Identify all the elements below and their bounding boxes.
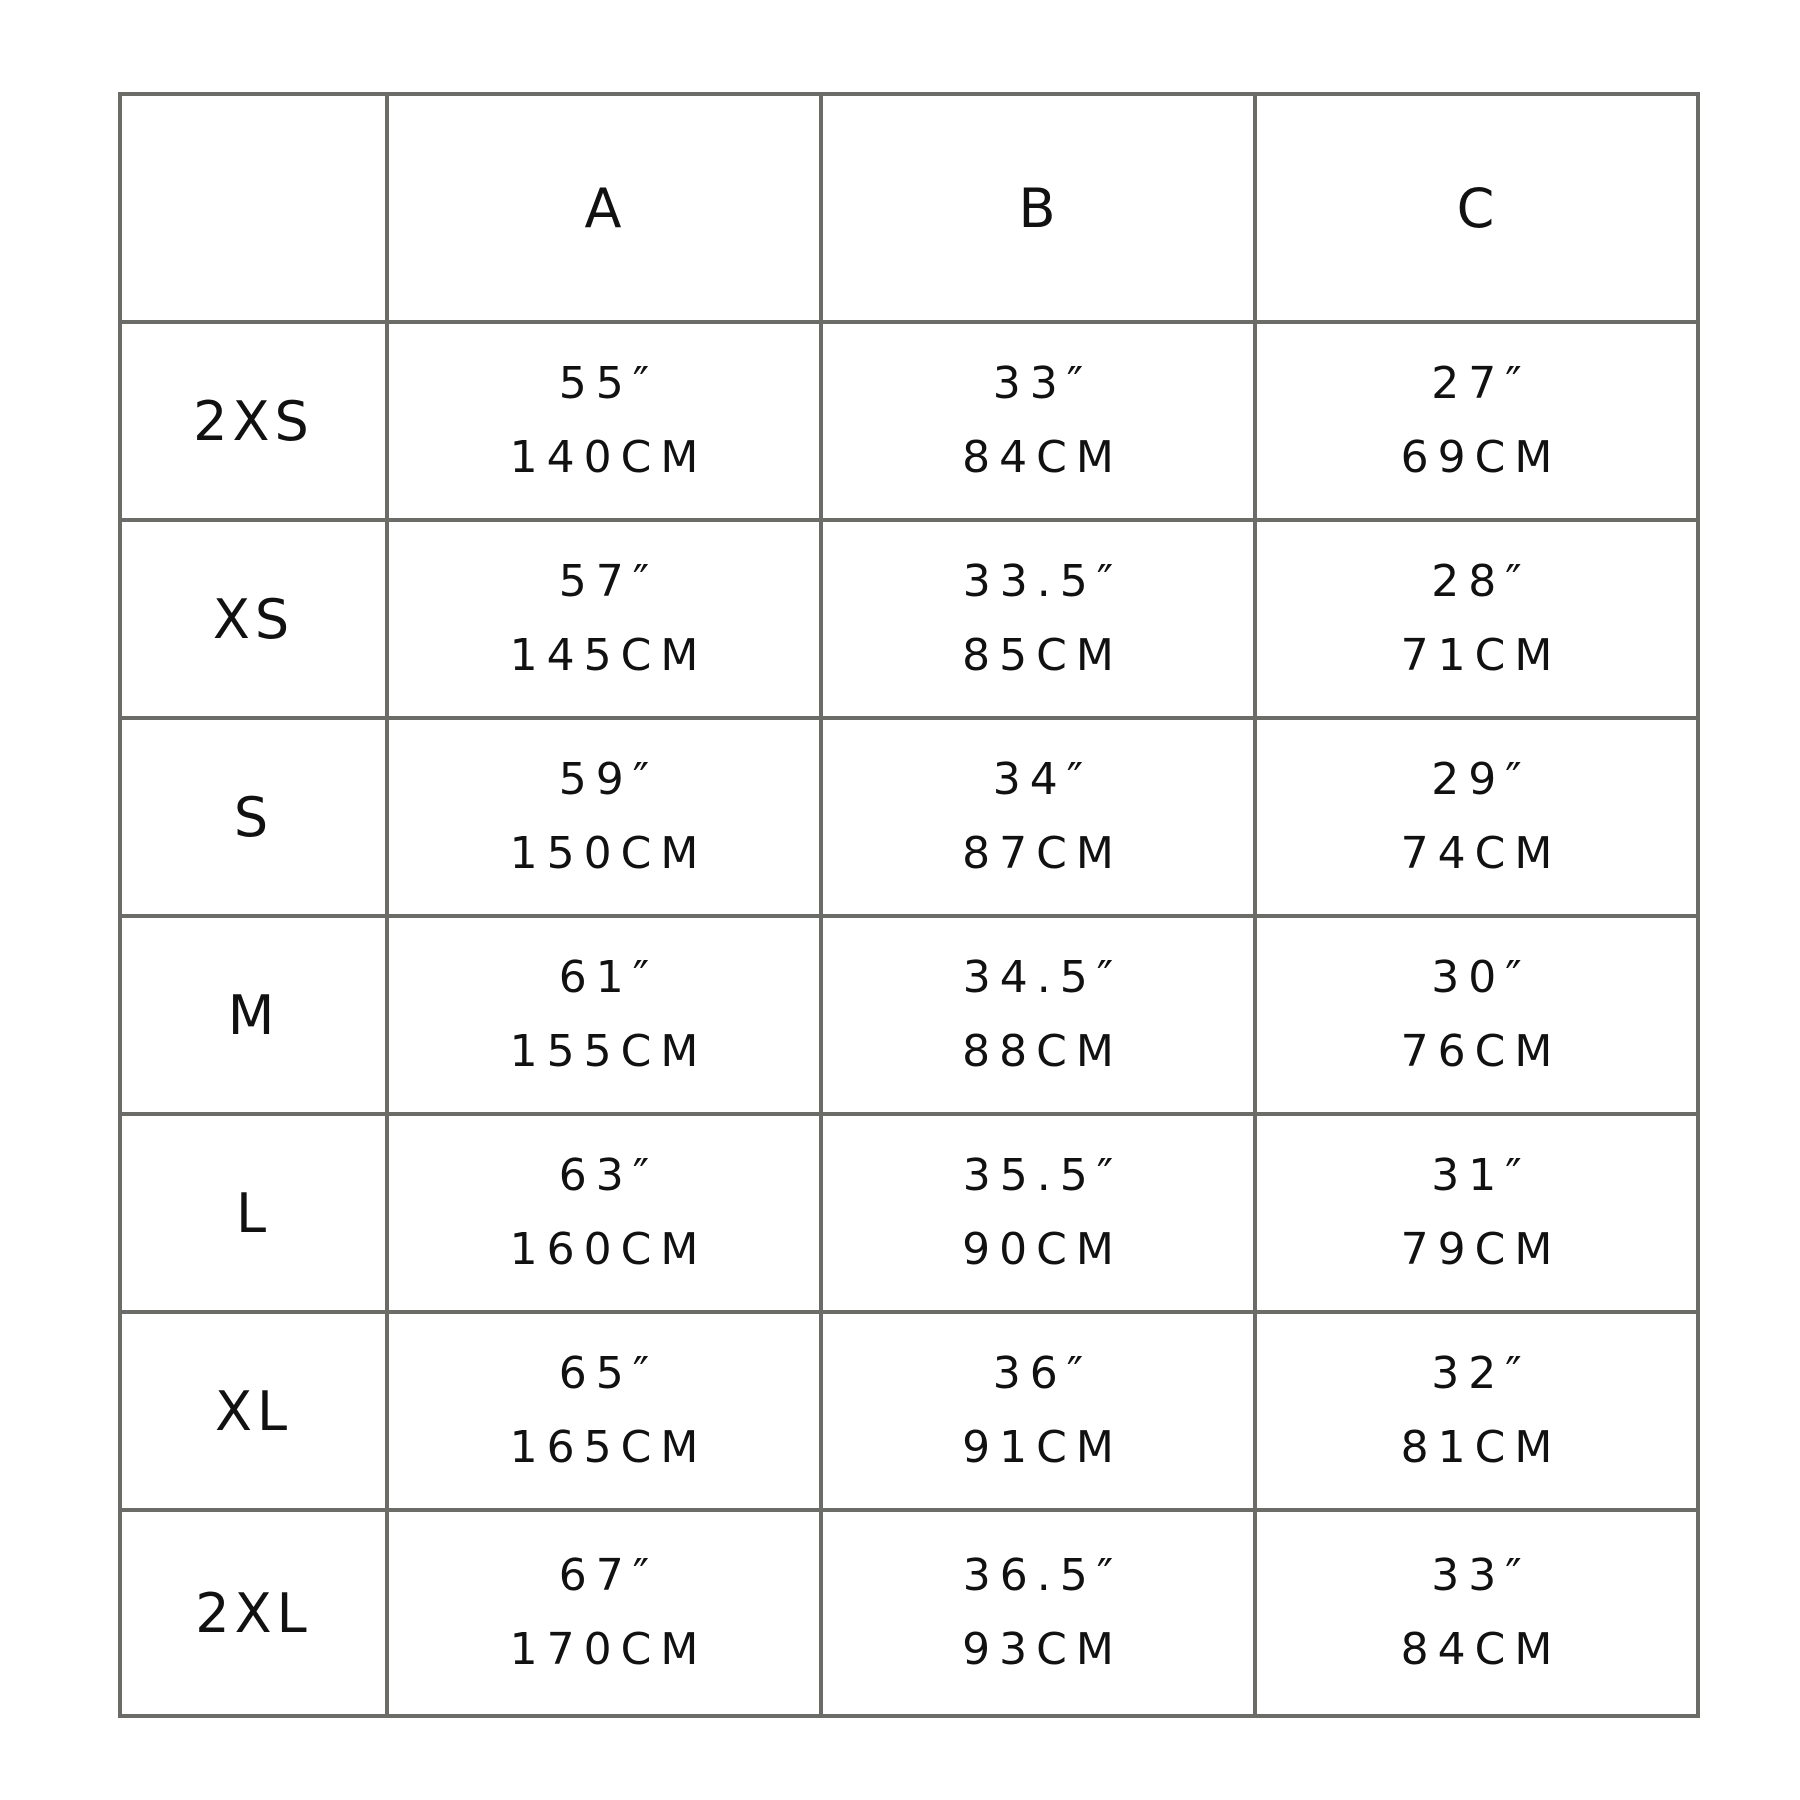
table-row (120, 1510, 1698, 1716)
measurement-cell (1255, 1312, 1698, 1510)
value-inches: 33″ (992, 358, 1093, 409)
measurement-cell (821, 916, 1255, 1114)
value-cm: 145CM (509, 630, 708, 681)
column-header-a: A (387, 94, 821, 322)
measurement-cell (387, 322, 821, 520)
size-label: XS (120, 520, 387, 718)
size-label: L (120, 1114, 387, 1312)
value-inches: 61″ (558, 952, 659, 1003)
header-row (120, 94, 1698, 322)
value-cm: 81CM (1400, 1422, 1562, 1473)
measurement-cell (387, 1114, 821, 1312)
column-header-c: C (1255, 94, 1698, 322)
value-cm: 87CM (962, 828, 1123, 879)
value-cm: 71CM (1400, 630, 1562, 681)
table-row (120, 1312, 1698, 1510)
value-inches: 63″ (558, 1150, 659, 1201)
value-inches: 55″ (558, 358, 659, 409)
table-row (120, 1114, 1698, 1312)
value-cm: 91CM (962, 1422, 1123, 1473)
value-inches: 29″ (1431, 754, 1531, 805)
measurement-cell (1255, 1114, 1698, 1312)
value-cm: 88CM (962, 1026, 1123, 1077)
value-inches: 67″ (558, 1550, 659, 1601)
table-row (120, 322, 1698, 520)
size-table-body (120, 322, 1698, 1716)
value-cm: 85CM (962, 630, 1123, 681)
table-row (120, 520, 1698, 718)
value-inches: 34″ (992, 754, 1093, 805)
value-inches: 30″ (1431, 952, 1531, 1003)
value-cm: 79CM (1400, 1224, 1562, 1275)
value-inches: 36.5″ (962, 1550, 1123, 1601)
value-inches: 28″ (1431, 556, 1531, 607)
measurement-cell (821, 322, 1255, 520)
value-cm: 74CM (1400, 828, 1562, 879)
value-inches: 33.5″ (962, 556, 1123, 607)
value-cm: 93CM (962, 1624, 1123, 1675)
size-label: 2XS (120, 322, 387, 520)
value-inches: 65″ (558, 1348, 659, 1399)
value-cm: 84CM (962, 432, 1123, 483)
size-label: M (120, 916, 387, 1114)
value-cm: 76CM (1400, 1026, 1562, 1077)
value-cm: 150CM (509, 828, 708, 879)
size-label: S (120, 718, 387, 916)
value-inches: 35.5″ (962, 1150, 1123, 1201)
measurement-cell (821, 1312, 1255, 1510)
column-header-b: B (821, 94, 1255, 322)
measurement-cell (1255, 718, 1698, 916)
measurement-cell (821, 520, 1255, 718)
value-cm: 165CM (509, 1422, 708, 1473)
value-inches: 27″ (1431, 358, 1531, 409)
value-inches: 33″ (1431, 1550, 1531, 1601)
value-inches: 32″ (1431, 1348, 1531, 1399)
value-inches: 59″ (558, 754, 659, 805)
value-cm: 170CM (509, 1624, 708, 1675)
value-cm: 69CM (1400, 432, 1562, 483)
value-inches: 34.5″ (962, 952, 1123, 1003)
value-inches: 57″ (558, 556, 659, 607)
measurement-cell (1255, 1510, 1698, 1716)
measurement-cell (821, 1114, 1255, 1312)
value-inches: 31″ (1431, 1150, 1531, 1201)
measurement-cell (1255, 322, 1698, 520)
measurement-cell (387, 916, 821, 1114)
value-cm: 155CM (509, 1026, 708, 1077)
size-label: 2XL (120, 1510, 387, 1716)
measurement-cell (821, 718, 1255, 916)
measurement-cell (387, 1510, 821, 1716)
value-cm: 90CM (962, 1224, 1123, 1275)
size-chart-table (118, 92, 1700, 1718)
measurement-cell (1255, 520, 1698, 718)
value-inches: 36″ (992, 1348, 1093, 1399)
table-row (120, 718, 1698, 916)
measurement-cell (387, 1312, 821, 1510)
measurement-cell (1255, 916, 1698, 1114)
table-row (120, 916, 1698, 1114)
measurement-cell (387, 718, 821, 916)
size-label: XL (120, 1312, 387, 1510)
measurement-cell (821, 1510, 1255, 1716)
value-cm: 84CM (1400, 1624, 1562, 1675)
measurement-cell (387, 520, 821, 718)
header-corner-cell (120, 94, 387, 322)
value-cm: 140CM (509, 432, 708, 483)
value-cm: 160CM (509, 1224, 708, 1275)
